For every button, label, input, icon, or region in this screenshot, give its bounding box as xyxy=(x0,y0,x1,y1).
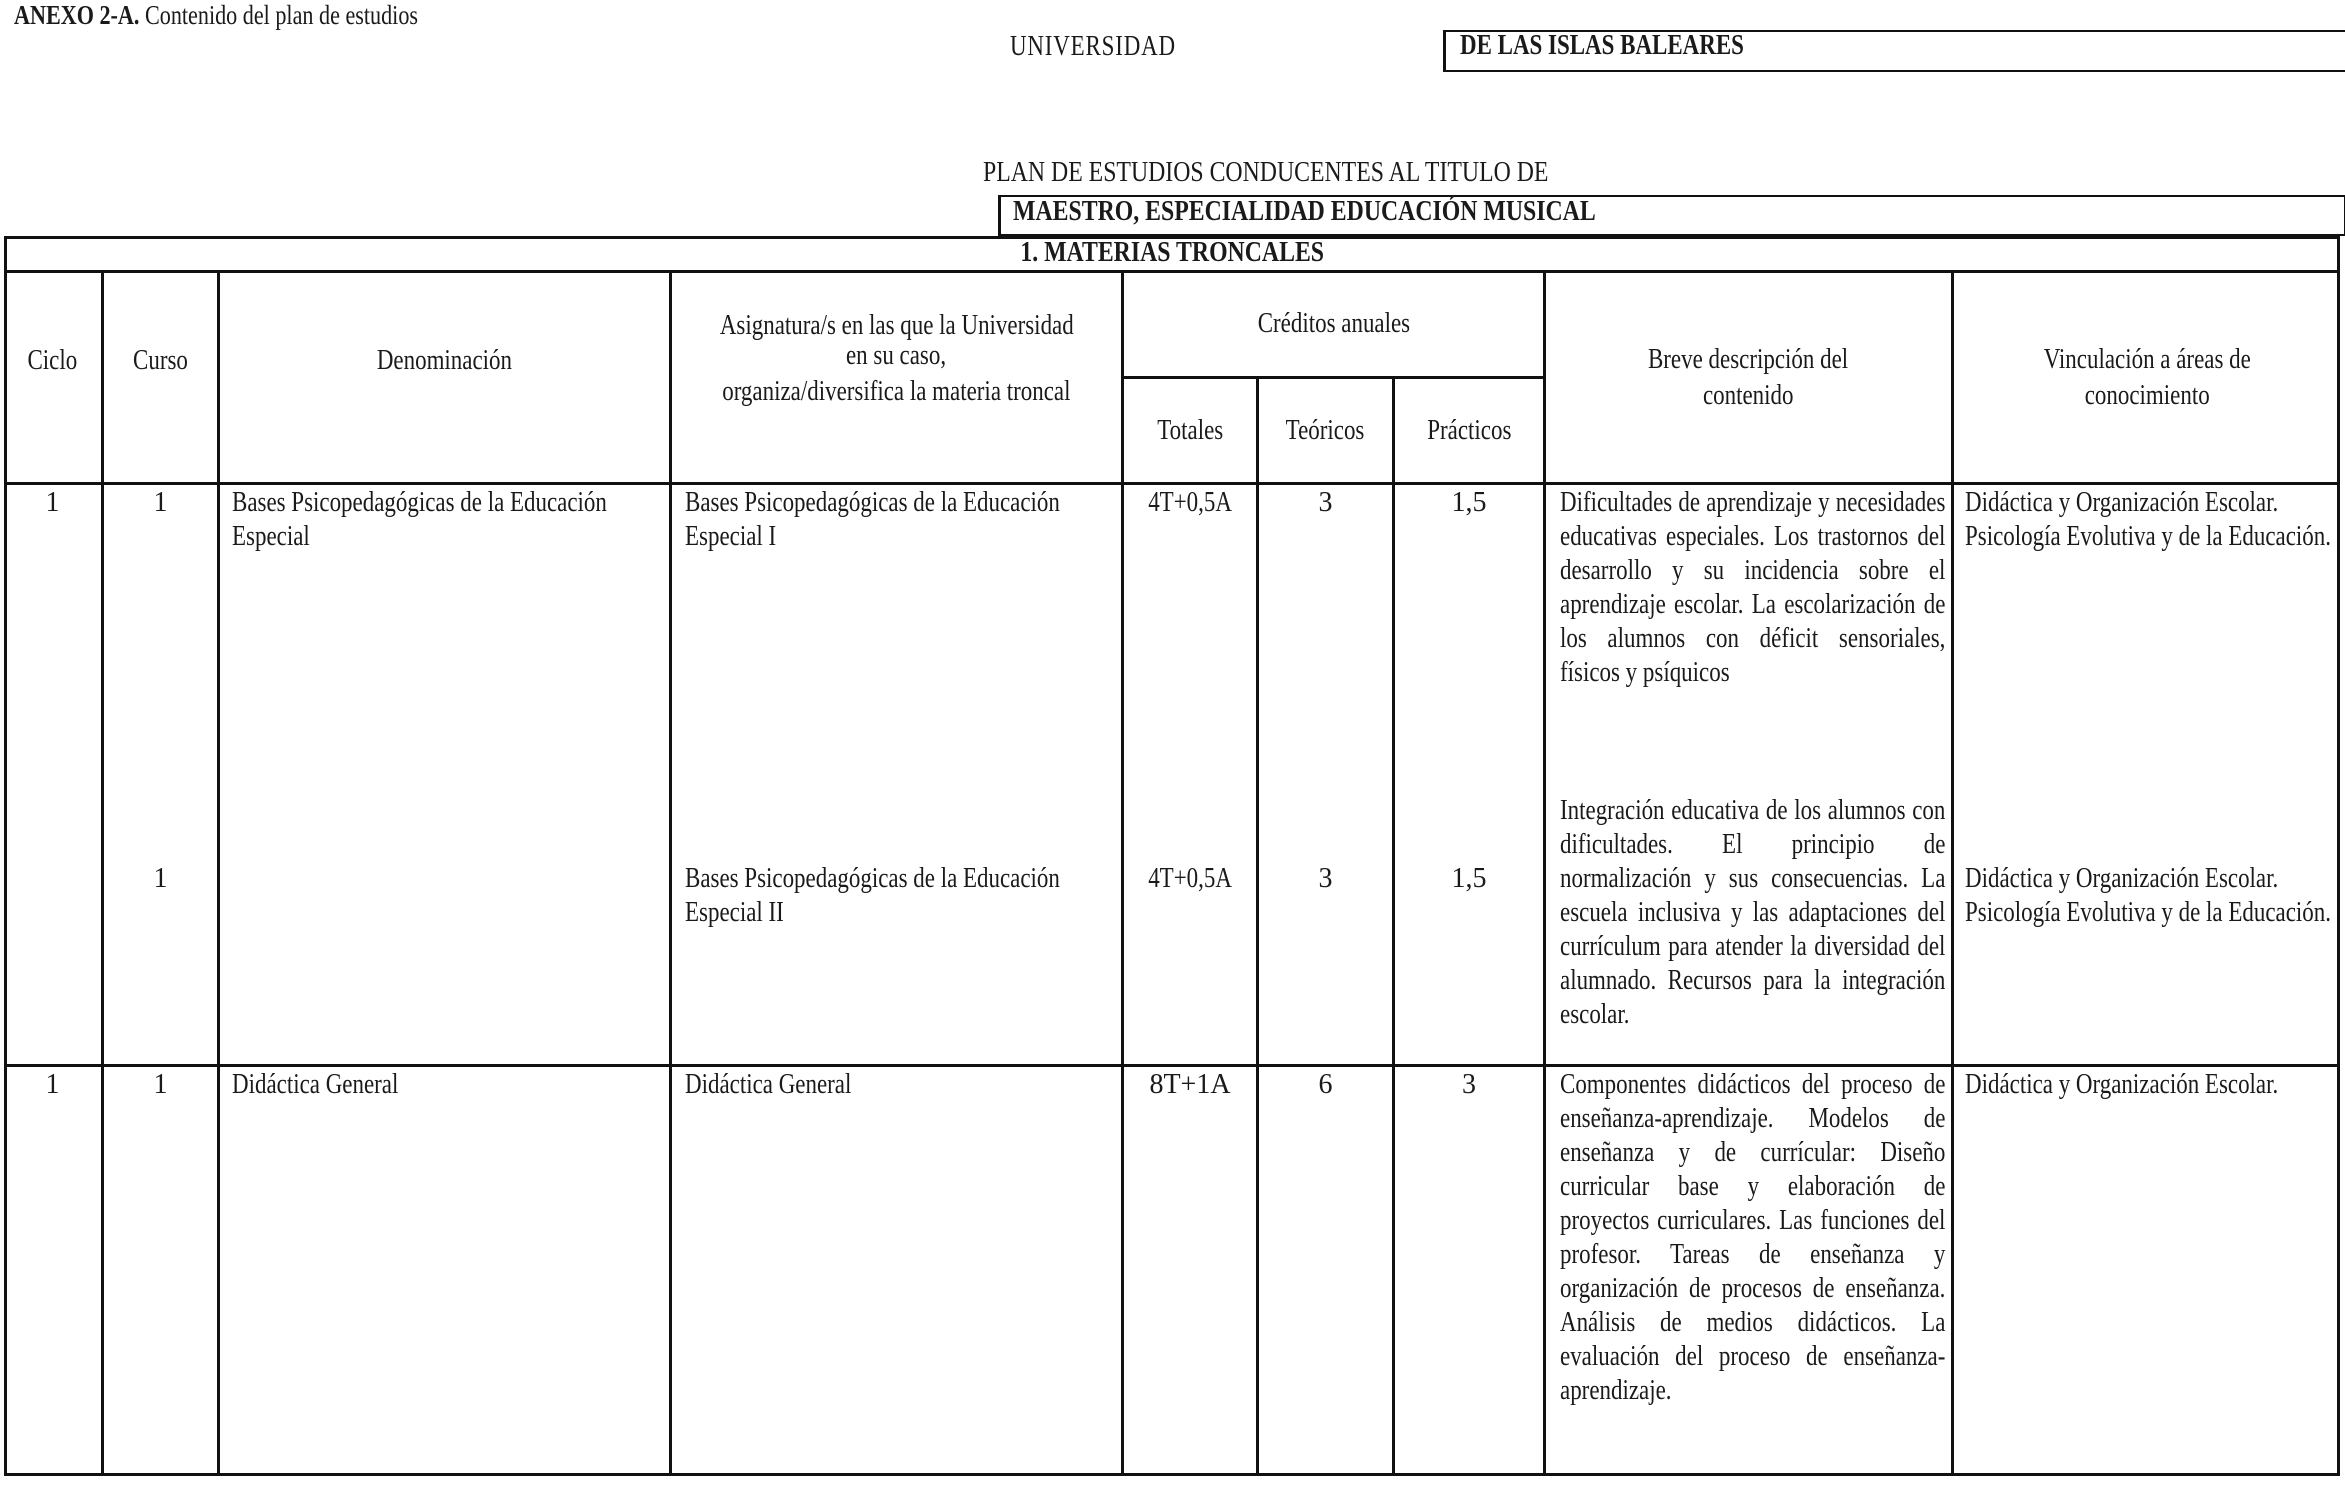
row3-totales: 8T+1A xyxy=(1149,1069,1231,1100)
row2-asignatura: Bases Psicopedagógicas de la Educación Especial II xyxy=(685,863,1060,928)
row3-asignatura: Didáctica General xyxy=(685,1069,852,1100)
row3-ciclo: 1 xyxy=(45,1069,60,1100)
annex-heading xyxy=(14,0,418,31)
rule-credits-sub xyxy=(1121,376,1545,379)
row1-vinculacion xyxy=(1965,486,2338,554)
row3-denominacion: Didáctica General xyxy=(232,1069,399,1100)
header-creditos: Créditos anuales xyxy=(1257,308,1410,339)
row3-teoricos: 6 xyxy=(1318,1069,1333,1100)
rule-section xyxy=(4,270,2340,273)
row3-area-1: Didáctica y Organización Escolar. xyxy=(1965,1069,2279,1100)
row1-denominacion: Bases Psicopedagógicas de la Educación Especial xyxy=(232,487,607,552)
section-title: 1. MATERIAS TRONCALES xyxy=(1020,236,1325,268)
rule-header-bottom xyxy=(4,482,2340,485)
header-curso: Curso xyxy=(133,345,188,376)
row1-asignatura: Bases Psicopedagógicas de la Educación Especial I xyxy=(685,487,1060,552)
row2-curso: 1 xyxy=(153,863,168,894)
row1-practicos: 1,5 xyxy=(1451,487,1487,518)
header-ciclo: Ciclo xyxy=(27,345,78,376)
annex-text: Contenido del plan de estudios xyxy=(144,0,419,30)
col-rule-7 xyxy=(1543,270,1546,1476)
row2-vinculacion xyxy=(1965,862,2338,930)
col-rule-3 xyxy=(669,270,672,1476)
row3-descripcion: Componentes didácticos del proceso de enseñanza-aprendizaje. Modelos de enseñanza y de currícular: Diseño curricular base y elaboración de proyectos curriculares. Las funciones del profesor. Tareas de enseñanza y organización de procesos de enseñanza. Análisis de medios didácticos. La evaluación del proceso de enseñanza-aprendizaje. xyxy=(1560,1069,1946,1406)
row2-teoricos: 3 xyxy=(1318,863,1333,894)
col-rule-8 xyxy=(1951,270,1954,1476)
row3-curso: 1 xyxy=(153,1069,168,1100)
header-vinculacion: Vinculación a áreas de conocimiento xyxy=(2043,344,2251,411)
rule-row-2 xyxy=(4,1064,2340,1067)
row1-teoricos: 3 xyxy=(1318,487,1333,518)
annex-label: ANEXO 2-A. xyxy=(14,0,140,30)
row2-area-2: Psicología Evolutiva y de la Educación. xyxy=(1965,897,2332,928)
university-label: UNIVERSIDAD xyxy=(1010,31,1176,62)
row3-practicos: 3 xyxy=(1462,1069,1476,1100)
degree-name: MAESTRO, ESPECIALIDAD EDUCACIÓN MUSICAL xyxy=(1013,195,1596,227)
plan-title: PLAN DE ESTUDIOS CONDUCENTES AL TITULO DE xyxy=(983,156,1549,188)
header-denominacion: Denominación xyxy=(376,345,513,376)
row1-ciclo: 1 xyxy=(45,487,60,518)
row2-practicos: 1,5 xyxy=(1451,863,1487,894)
col-rule-2 xyxy=(217,270,220,1476)
row1-descripcion: Dificultades de aprendizaje y necesidades educativas especiales. Los trastornos del desarrollo y su incidencia sobre el aprendizaje escolar. La escolarización de los alumnos con déficit sensoriales, físicos y psíquicos xyxy=(1560,487,1946,688)
header-totales: Totales xyxy=(1157,415,1223,446)
col-rule-5 xyxy=(1256,376,1259,1476)
row3-vinculacion xyxy=(1965,1068,2338,1102)
university-name: DE LAS ISLAS BALEARES xyxy=(1460,30,1744,61)
row1-area-2: Psicología Evolutiva y de la Educación. xyxy=(1965,521,2332,552)
row1-totales: 4T+0,5A xyxy=(1148,487,1232,518)
row1-area-1: Didáctica y Organización Escolar. xyxy=(1965,487,2279,518)
col-rule-6 xyxy=(1392,376,1395,1476)
row2-totales: 4T+0,5A xyxy=(1148,863,1232,894)
header-practicos: Prácticos xyxy=(1426,415,1512,446)
header-descripcion: Breve descripción del contenido xyxy=(1648,344,1849,411)
header-asignatura: Asignatura/s en las que la Universidad en su caso, organiza/diversifica la materia troncal xyxy=(719,310,1074,407)
row1-curso: 1 xyxy=(153,487,168,518)
row2-area-1: Didáctica y Organización Escolar. xyxy=(1965,863,2279,894)
row2-descripcion: Integración educativa de los alumnos con dificultades. El principio de normalización y sus consecuencias. La escuela inclusiva y las adaptaciones del currículum para atender la diversidad del alumnado. Recursos para la integración escolar. xyxy=(1560,795,1946,1030)
header-teoricos: Teóricos xyxy=(1286,415,1365,446)
